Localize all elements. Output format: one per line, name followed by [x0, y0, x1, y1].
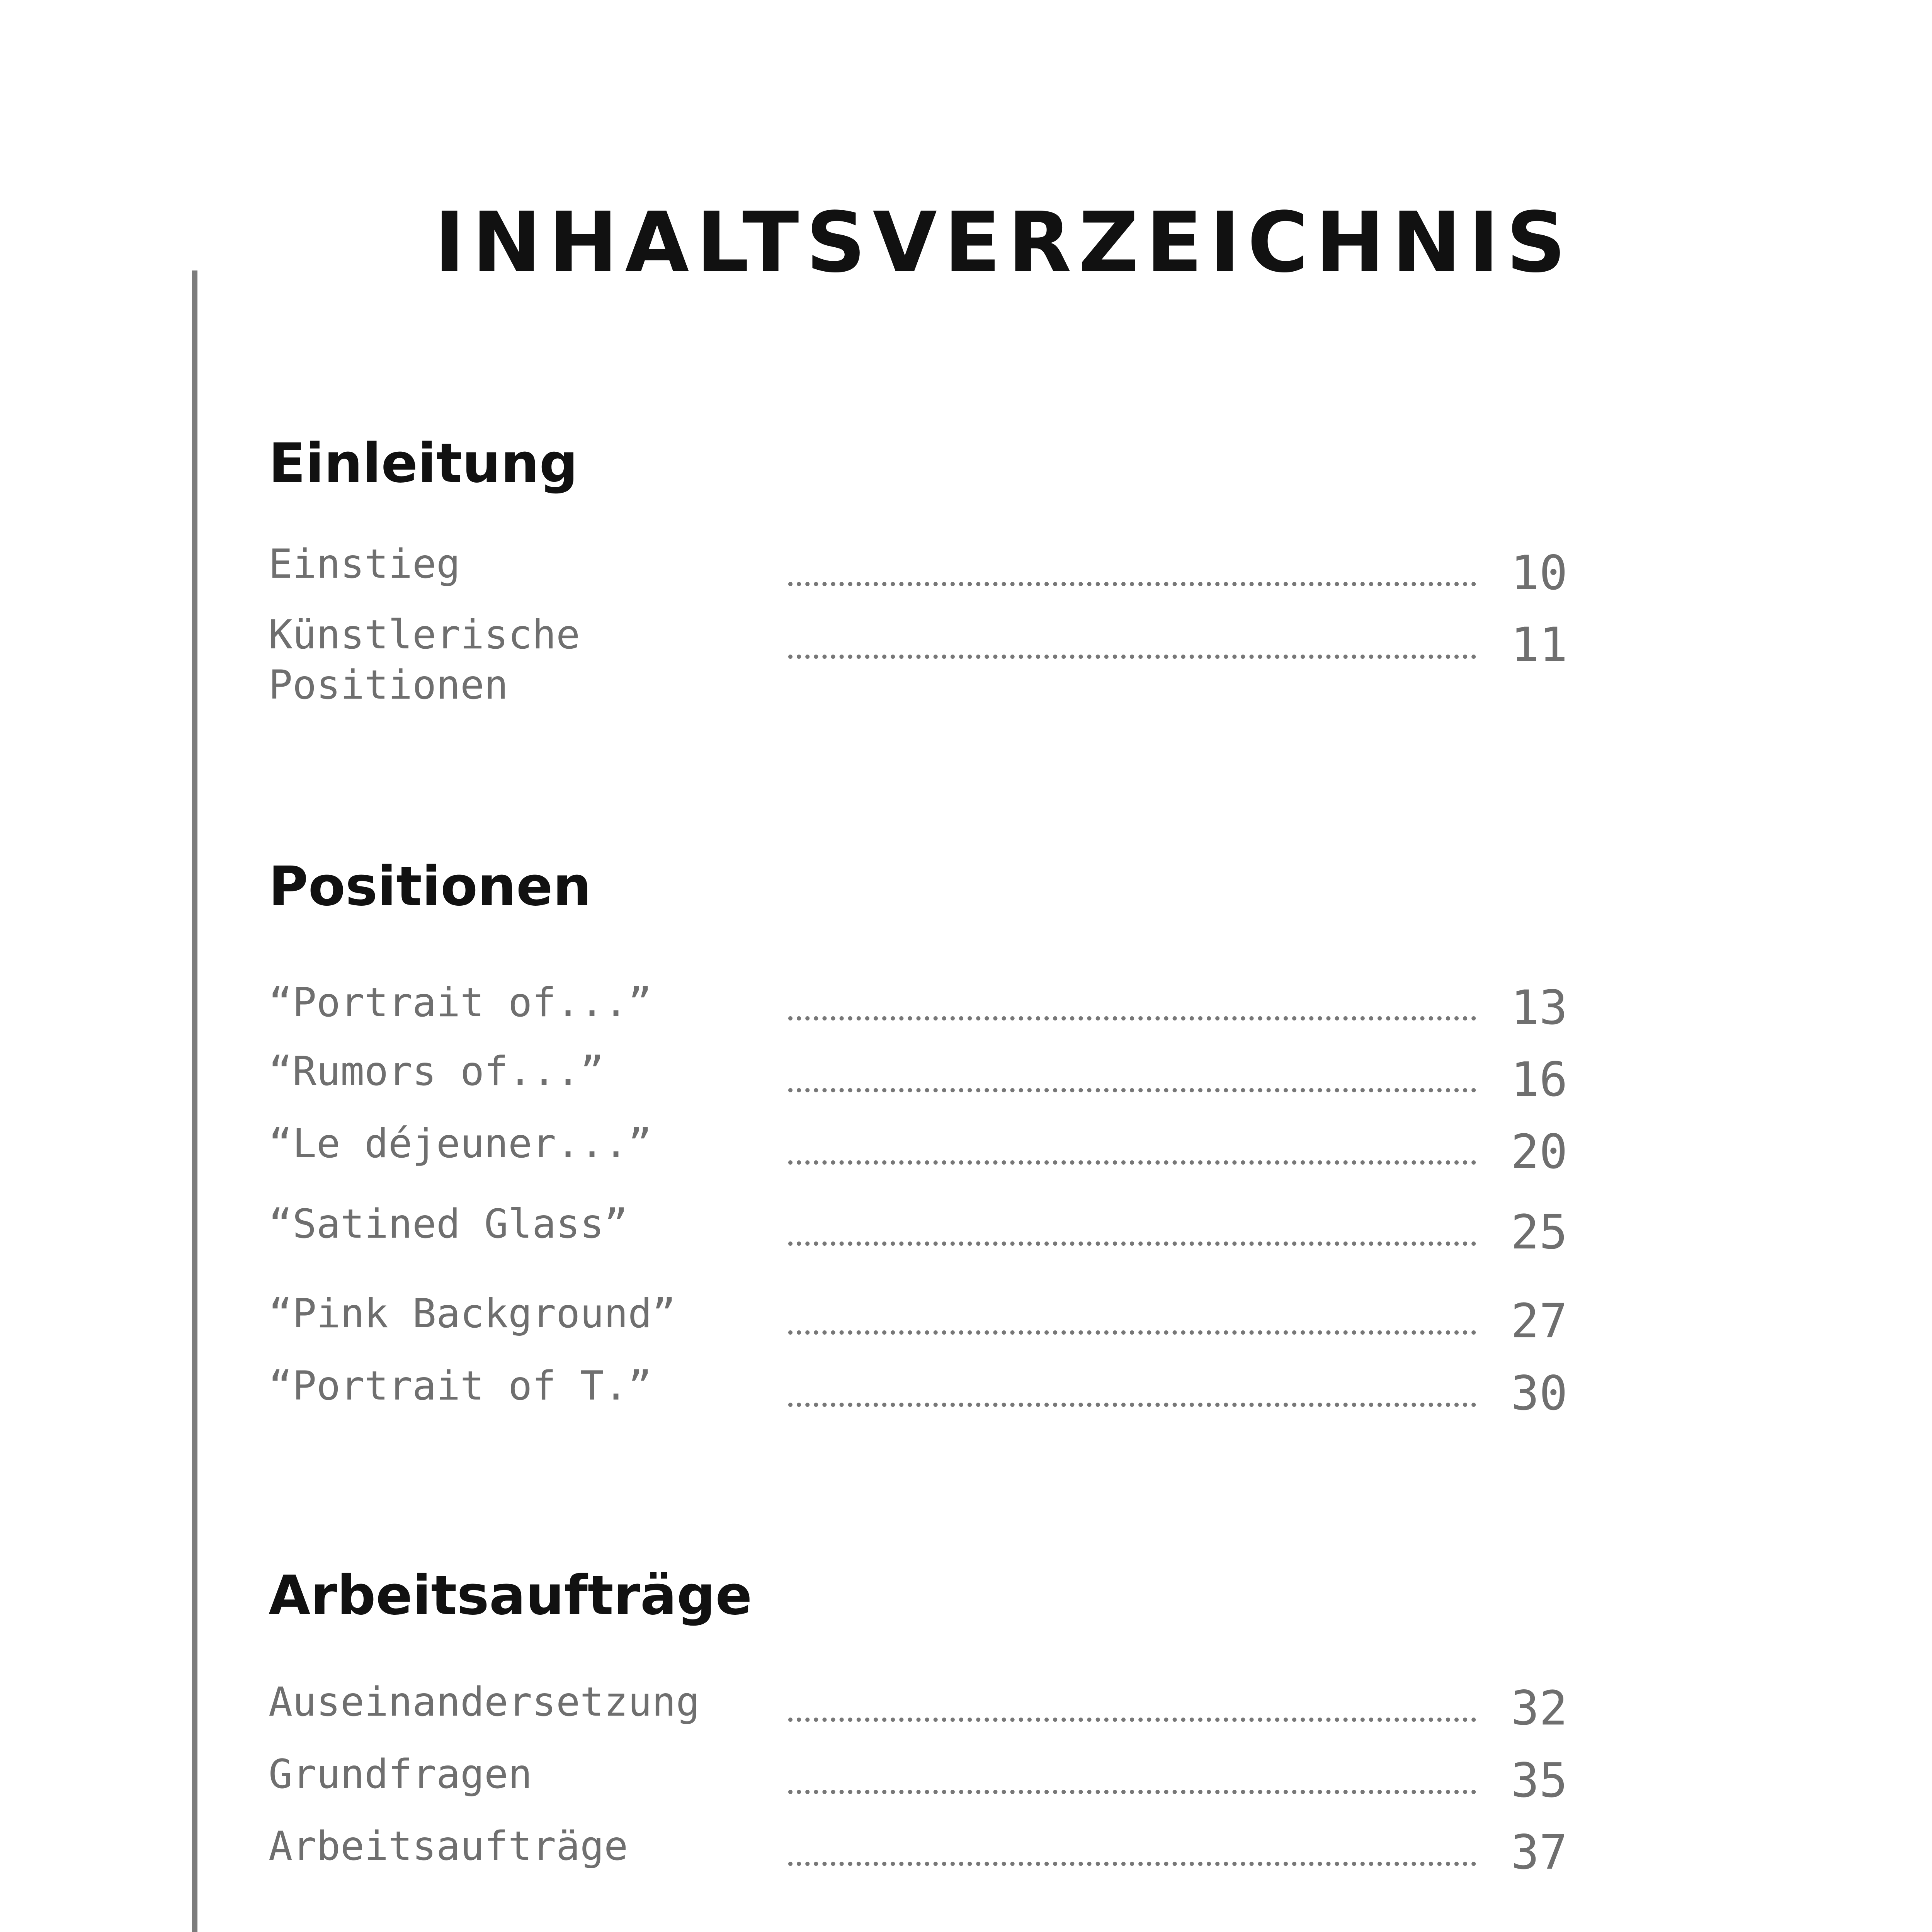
dot-leader: [788, 1160, 1476, 1165]
toc-entry-page: 25: [1511, 1205, 1568, 1260]
dot-leader: [788, 1242, 1476, 1246]
toc-entry-label: Einstieg: [269, 541, 461, 587]
margin-rule: [192, 270, 197, 1932]
toc-entry-page: 13: [1511, 980, 1568, 1035]
toc-entry-page: 32: [1511, 1681, 1568, 1736]
dot-leader: [788, 1790, 1476, 1794]
dot-leader: [788, 582, 1476, 586]
section-heading-positionen: Positionen: [269, 855, 592, 918]
dot-leader: [788, 1330, 1476, 1335]
section-heading-arbeitsauftraege: Arbeitsaufträge: [269, 1564, 752, 1627]
toc-entry-label: “Le déjeuner...”: [269, 1121, 652, 1167]
dot-leader: [788, 1862, 1476, 1866]
toc-entry-page: 30: [1511, 1366, 1568, 1421]
toc-entry-label: “Pink Background”: [269, 1291, 676, 1337]
page-title: INHALTSVERZEICHNIS: [434, 194, 1573, 291]
toc-entry-page: 20: [1511, 1124, 1568, 1179]
toc-entry-label: Künstlerische Positionen: [269, 612, 580, 708]
toc-entry-label: “Rumors of...”: [269, 1048, 604, 1095]
dot-leader: [788, 655, 1476, 659]
dot-leader: [788, 1718, 1476, 1722]
toc-entry-label: “Satined Glass”: [269, 1201, 628, 1247]
toc-entry-page: 10: [1511, 546, 1568, 600]
section-heading-einleitung: Einleitung: [269, 432, 578, 495]
toc-entry-page: 11: [1511, 617, 1568, 672]
dot-leader: [788, 1403, 1476, 1407]
toc-entry-page: 27: [1511, 1294, 1568, 1349]
toc-entry-page: 16: [1511, 1052, 1568, 1107]
dot-leader: [788, 1088, 1476, 1092]
dot-leader: [788, 1016, 1476, 1020]
toc-entry-page: 37: [1511, 1825, 1568, 1880]
toc-entry-page: 35: [1511, 1753, 1568, 1808]
toc-entry-label: Grundfragen: [269, 1751, 532, 1798]
toc-entry-label: “Portrait of T.”: [269, 1363, 652, 1409]
toc-entry-label: Arbeitsaufträge: [269, 1823, 628, 1869]
toc-entry-label: “Portrait of...”: [269, 980, 652, 1026]
toc-entry-label: Auseinandersetzung: [269, 1679, 700, 1725]
